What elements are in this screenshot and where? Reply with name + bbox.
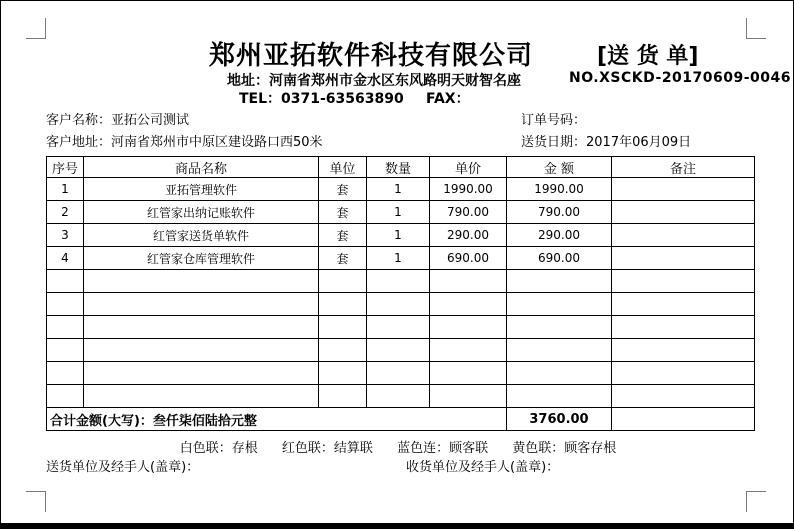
- cell-qty: 1: [367, 201, 430, 224]
- cell-qty: 1: [367, 247, 430, 270]
- total-amount: 3760.00: [507, 408, 612, 431]
- delivery-date-label: 送货日期：: [521, 135, 587, 150]
- cell-amount: [507, 339, 612, 362]
- copy-blue-label: 蓝色连：: [397, 441, 450, 456]
- cell-no: [47, 316, 84, 339]
- cell-price: [430, 339, 507, 362]
- cell-product: [84, 316, 319, 339]
- cell-qty: [367, 339, 430, 362]
- cell-no: [47, 339, 84, 362]
- cell-product: [84, 339, 319, 362]
- cell-qty: [367, 270, 430, 293]
- copy-white: [180, 441, 258, 456]
- cell-unit: [319, 362, 367, 385]
- copy-red-value: 结算联: [333, 441, 373, 456]
- cell-amount: [507, 293, 612, 316]
- col-header-amount: 金 额: [507, 157, 612, 178]
- document-number: NO.XSCKD-20170609-0046: [569, 70, 792, 86]
- cell-unit: 套: [319, 201, 367, 224]
- table-empty-row: [47, 385, 755, 408]
- delivery-date-value: 2017年06月09日: [586, 135, 692, 150]
- cell-amount: 290.00: [507, 224, 612, 247]
- delivery-date: [521, 131, 691, 150]
- copy-red: [282, 441, 373, 456]
- customer-address-label: 客户地址：: [46, 135, 112, 150]
- crop-mark-top-left: [26, 18, 46, 39]
- cell-qty: [367, 293, 430, 316]
- customer-name-label: 客户名称：: [46, 113, 112, 128]
- cell-amount: 1990.00: [507, 178, 612, 201]
- cell-remark: [612, 316, 755, 339]
- company-tel: TEL：0371-63563890: [239, 91, 404, 107]
- cell-unit: [319, 293, 367, 316]
- cell-unit: [319, 339, 367, 362]
- document-title: [送 货 单]: [597, 44, 699, 69]
- crop-mark-bottom-left: [26, 491, 46, 512]
- cell-product: [84, 385, 319, 408]
- cell-amount: [507, 316, 612, 339]
- sender-signature-label: 送货单位及经手人(盖章)：: [46, 460, 200, 475]
- cell-no: 3: [47, 224, 84, 247]
- cell-qty: [367, 362, 430, 385]
- cell-product: 红管家出纳记账软件: [84, 201, 319, 224]
- cell-price: 290.00: [430, 224, 507, 247]
- cell-qty: 1: [367, 178, 430, 201]
- cell-price: [430, 316, 507, 339]
- cell-no: 4: [47, 247, 84, 270]
- cell-remark: [612, 178, 755, 201]
- cell-remark: [612, 362, 755, 385]
- table-row: [47, 178, 755, 201]
- cell-product: 红管家仓库管理软件: [84, 247, 319, 270]
- cell-price: [430, 270, 507, 293]
- cell-unit: [319, 270, 367, 293]
- copy-red-label: 红色联：: [281, 441, 334, 456]
- col-header-product: 商品名称: [84, 157, 319, 178]
- cell-price: [430, 385, 507, 408]
- cell-remark: [612, 270, 755, 293]
- cell-remark: [612, 293, 755, 316]
- table-header-row: [47, 157, 755, 178]
- cell-remark: [612, 201, 755, 224]
- cell-amount: 690.00: [507, 247, 612, 270]
- customer-address-value: 河南省郑州市中原区建设路口西50米: [111, 135, 323, 150]
- table-row: [47, 224, 755, 247]
- col-header-unit: 单位: [319, 157, 367, 178]
- cell-product: 红管家送货单软件: [84, 224, 319, 247]
- cell-no: [47, 293, 84, 316]
- company-fax: FAX：: [426, 91, 470, 107]
- copy-blue: [397, 441, 488, 456]
- table-empty-row: [47, 270, 755, 293]
- cell-product: 亚拓管理软件: [84, 178, 319, 201]
- cell-price: 790.00: [430, 201, 507, 224]
- cell-no: [47, 385, 84, 408]
- cell-remark: [612, 385, 755, 408]
- copy-yellow: [512, 441, 616, 456]
- cell-no: [47, 270, 84, 293]
- cell-price: 1990.00: [430, 178, 507, 201]
- cell-product: [84, 293, 319, 316]
- table-empty-row: [47, 339, 755, 362]
- copy-white-value: 存根: [231, 441, 258, 456]
- receiver-signature-label: 收货单位及经手人(盖章)：: [406, 460, 560, 475]
- table-total-row: [47, 408, 755, 431]
- cell-unit: 套: [319, 247, 367, 270]
- cell-amount: [507, 362, 612, 385]
- cell-qty: 1: [367, 224, 430, 247]
- cell-amount: [507, 385, 612, 408]
- cell-amount: 790.00: [507, 201, 612, 224]
- cell-qty: [367, 316, 430, 339]
- cell-price: [430, 293, 507, 316]
- table-empty-row: [47, 362, 755, 385]
- table-row: [47, 201, 755, 224]
- customer-address: [46, 131, 323, 150]
- col-header-remark: 备注: [612, 157, 755, 178]
- total-in-words: 合计金额(大写)：叁仟柒佰陆拾元整: [47, 408, 507, 431]
- cell-unit: [319, 385, 367, 408]
- cell-product: [84, 362, 319, 385]
- copies-legend: [1, 437, 794, 456]
- copy-yellow-label: 黄色联：: [512, 441, 565, 456]
- cell-product: [84, 270, 319, 293]
- total-remark: [612, 408, 755, 431]
- customer-name-value: 亚拓公司测试: [111, 113, 190, 128]
- cell-price: [430, 362, 507, 385]
- company-name: 郑州亚拓软件科技有限公司: [208, 41, 533, 71]
- cell-unit: 套: [319, 178, 367, 201]
- crop-mark-bottom-right: [746, 491, 766, 512]
- cell-unit: [319, 316, 367, 339]
- company-address: 地址：河南省郑州市金水区东风路明天财智名座: [227, 73, 521, 89]
- cell-no: 1: [47, 178, 84, 201]
- cell-remark: [612, 339, 755, 362]
- customer-name: [46, 109, 189, 128]
- copy-white-label: 白色联：: [179, 441, 232, 456]
- order-number: [521, 109, 586, 128]
- table-empty-row: [47, 293, 755, 316]
- cell-remark: [612, 247, 755, 270]
- cell-amount: [507, 270, 612, 293]
- cell-no: [47, 362, 84, 385]
- col-header-qty: 数量: [367, 157, 430, 178]
- col-header-price: 单价: [430, 157, 507, 178]
- table-empty-row: [47, 316, 755, 339]
- order-number-label: 订单号码：: [521, 113, 587, 128]
- copy-yellow-value: 顾客存根: [564, 441, 617, 456]
- copy-blue-value: 顾客联: [449, 441, 489, 456]
- cell-unit: 套: [319, 224, 367, 247]
- crop-mark-top-right: [746, 18, 766, 39]
- cell-qty: [367, 385, 430, 408]
- cell-price: 690.00: [430, 247, 507, 270]
- col-header-no: 序号: [47, 157, 84, 178]
- products-table: [46, 156, 755, 431]
- cell-remark: [612, 224, 755, 247]
- cell-no: 2: [47, 201, 84, 224]
- table-row: [47, 247, 755, 270]
